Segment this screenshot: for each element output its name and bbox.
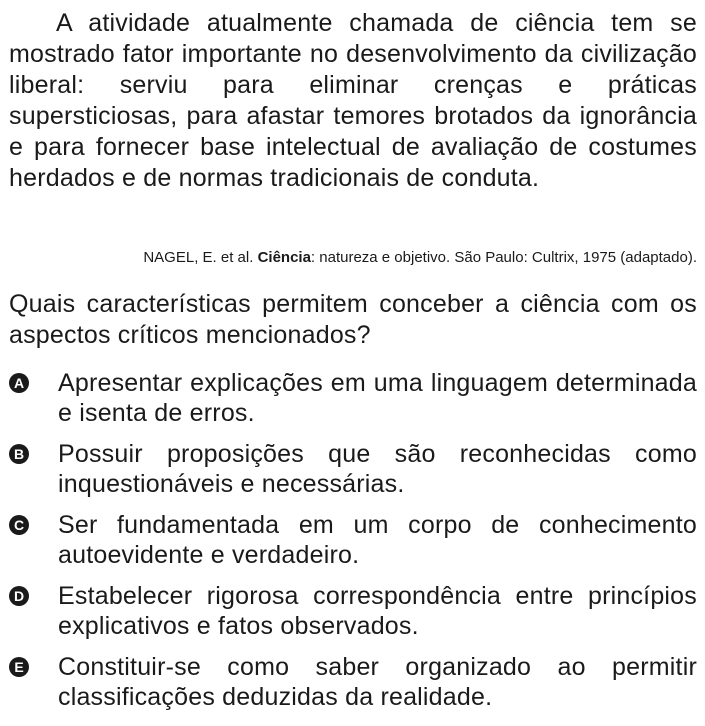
- question-stem: Quais características permitem conceber a ciência com os aspectos críticos mencionados?: [9, 290, 697, 349]
- source-authors: NAGEL, E. et al.: [143, 249, 258, 266]
- option-a[interactable]: [9, 368, 697, 428]
- option-e-text: Constituir-se como saber organizado ao permitir classificações deduzidas da realidade.: [58, 653, 697, 711]
- option-e-letter-badge: E: [9, 657, 29, 677]
- option-c-text: Ser fundamentada em um corpo de conhecimento autoevidente e verdadeiro.: [58, 511, 697, 569]
- source-citation: [143, 249, 697, 267]
- source-title: Ciência: [257, 249, 311, 266]
- passage-text: A atividade atualmente chamada de ciência tem se mostrado fator importante no desenvolvimento da civilização liberal: serviu para eliminar crenças e práticas supersticiosas, para afastar temores brotados da ignorância e para fornecer base intelectual de avaliação de costumes herdados e de normas tradicionais de conduta.: [9, 9, 697, 192]
- option-a-letter-badge: A: [9, 373, 29, 393]
- option-d-letter-badge: D: [9, 586, 29, 606]
- option-b-letter-badge: B: [9, 444, 29, 464]
- option-e[interactable]: [9, 652, 697, 712]
- source-details: : natureza e objetivo. São Paulo: Cultrix, 1975 (adaptado).: [310, 249, 697, 266]
- option-c[interactable]: [9, 510, 697, 570]
- option-b-text: Possuir proposições que são reconhecidas como inquestionáveis e necessárias.: [58, 440, 697, 498]
- option-b[interactable]: [9, 439, 697, 499]
- option-a-text: Apresentar explicações em uma linguagem determinada e isenta de erros.: [58, 369, 697, 427]
- option-c-letter-badge: C: [9, 515, 29, 535]
- option-d-text: Estabelecer rigorosa correspondência entre princípios explicativos e fatos observados.: [58, 582, 697, 640]
- answer-options: [9, 368, 697, 723]
- option-d[interactable]: [9, 581, 697, 641]
